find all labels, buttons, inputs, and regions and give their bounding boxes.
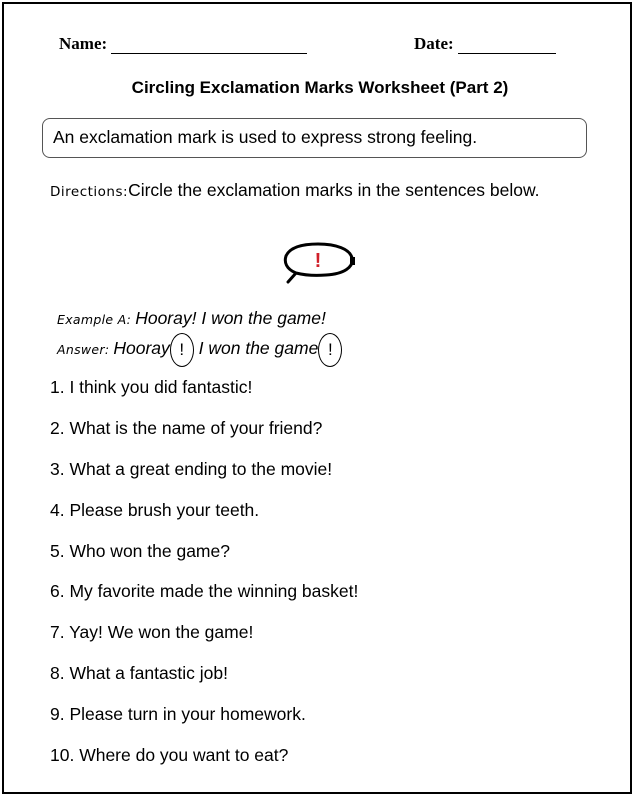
answer-part-2: I won the game xyxy=(193,338,319,358)
sentence-item: 4. Please brush your teeth. xyxy=(50,499,260,520)
sentence-item: 5. Who won the game? xyxy=(50,540,230,561)
example-line xyxy=(57,308,326,329)
answer-part-1: Hooray xyxy=(113,338,170,358)
sentence-item: 7. Yay! We won the game! xyxy=(50,622,254,643)
circled-mark-2: ! xyxy=(318,333,342,367)
directions-label: Directions: xyxy=(50,184,129,200)
sentence-item: 3. What a great ending to the movie! xyxy=(50,458,333,479)
answer-label: Answer: xyxy=(57,342,110,357)
answer-line xyxy=(57,338,342,359)
bubble-exclamation-mark: ! xyxy=(314,250,322,272)
worksheet-title: Circling Exclamation Marks Worksheet (Part 2) xyxy=(131,78,509,97)
sentence-list xyxy=(50,376,358,785)
sentence-item: 2. What is the name of your friend? xyxy=(50,417,323,438)
rule-box xyxy=(42,118,587,158)
directions xyxy=(50,176,570,207)
date-label: Date: xyxy=(414,34,454,53)
example-sentence: Hooray! I won the game! xyxy=(135,308,326,328)
circled-mark-1: ! xyxy=(170,333,194,367)
name-blank-line xyxy=(111,36,307,54)
sentence-item: 9. Please turn in your homework. xyxy=(50,704,306,725)
name-label: Name: xyxy=(59,34,108,53)
sentence-item: 10. Where do you want to eat? xyxy=(50,745,289,766)
example-label: Example A: xyxy=(57,312,132,327)
sentence-item: 8. What a fantastic job! xyxy=(50,663,229,684)
sentence-item: 6. My favorite made the winning basket! xyxy=(50,581,359,602)
date-blank-line xyxy=(458,36,556,54)
name-field xyxy=(59,34,307,54)
worksheet-page xyxy=(2,2,632,794)
rule-text: An exclamation mark is used to express strong feeling. xyxy=(53,127,478,147)
sentence-item: 1. I think you did fantastic! xyxy=(50,377,253,397)
speech-bubble-icon xyxy=(282,242,356,286)
date-field xyxy=(414,34,556,54)
directions-text: Circle the exclamation marks in the sentences below. xyxy=(128,180,540,200)
